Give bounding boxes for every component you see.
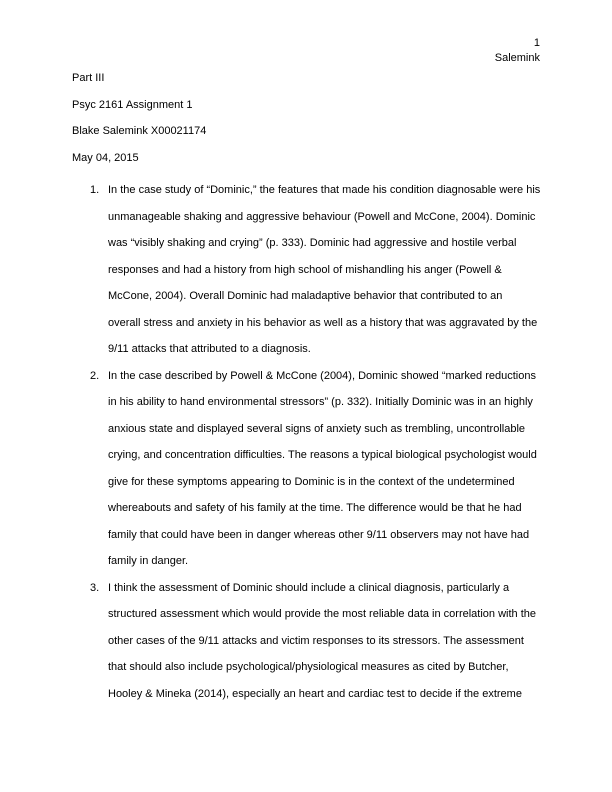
answer-line: Hooley & Mineka (2014), especially an heart and cardiac test to decide if the extreme — [108, 687, 522, 700]
answer-item — [72, 363, 542, 575]
answer-line: I think the assessment of Dominic should include a clinical diagnosis, particularly a — [108, 581, 510, 594]
answer-line: whereabouts and safety of his family at the time. The difference would be that he had — [108, 502, 522, 514]
answer-line: family that could have been in danger whereas other 9/11 observers may not have had — [108, 528, 530, 541]
answer-line: structured assessment which would provide the most reliable data in correlation with the — [108, 608, 536, 620]
answer-line: 9/11 attacks that attributed to a diagnosis. — [108, 343, 311, 355]
document-metadata — [72, 71, 540, 177]
answer-line: in his ability to hand environmental stressors” (p. 332). Initially Dominic was in an highly — [108, 396, 533, 408]
answer-line: family in danger. — [108, 555, 189, 567]
answer-number: 2. — [90, 369, 100, 382]
answer-line: unmanageable shaking and aggressive behaviour (Powell and McCone, 2004). Dominic — [108, 210, 536, 223]
page-number: 1 — [533, 37, 540, 49]
page-header — [495, 36, 540, 66]
answer-line: was “visibly shaking and crying” (p. 333). Dominic had aggressive and hostile verbal — [108, 237, 517, 249]
answer-line: other cases of the 9/11 attacks and victim responses to its stressors. The assessment — [108, 634, 524, 647]
answer-line: responses and had a history from high school of mishandling his anger (Powell & — [108, 263, 502, 276]
answers-list — [72, 177, 542, 707]
answer-line: give for these symptoms appearing to Dominic is in the context of the undetermined — [108, 475, 515, 488]
course-title: Psyc 2161 Assignment 1 — [72, 98, 193, 111]
answer-line: that should also include psychological/physiological measures as cited by Butcher, — [108, 661, 509, 673]
answer-line: McCone, 2004). Overall Dominic had maladaptive behavior that contributed to an — [108, 290, 503, 302]
answer-line: In the case study of “Dominic,” the features that made his condition diagnosable were his — [108, 184, 541, 196]
answer-line: crying, and concentration difficulties. The reasons a typical biological psychologist would — [108, 449, 537, 461]
answer-line: anxious state and displayed several signs of anxiety such as trembling, uncontrollable — [108, 422, 526, 435]
answer-line: In the case described by Powell & McCone (2004), Dominic showed “marked reductions — [108, 369, 536, 382]
answer-item — [72, 177, 542, 363]
answer-item — [72, 575, 542, 708]
answer-line: overall stress and anxiety in his behavior as well as a history that was aggravated by the — [108, 316, 538, 329]
date-line: May 04, 2015 — [72, 151, 139, 164]
part-label: Part III — [72, 72, 105, 84]
author-line: Blake Salemink X00021174 — [72, 125, 207, 137]
running-head: Salemink — [494, 52, 540, 64]
answer-number: 1. — [90, 184, 100, 196]
answer-number: 3. — [90, 581, 100, 594]
